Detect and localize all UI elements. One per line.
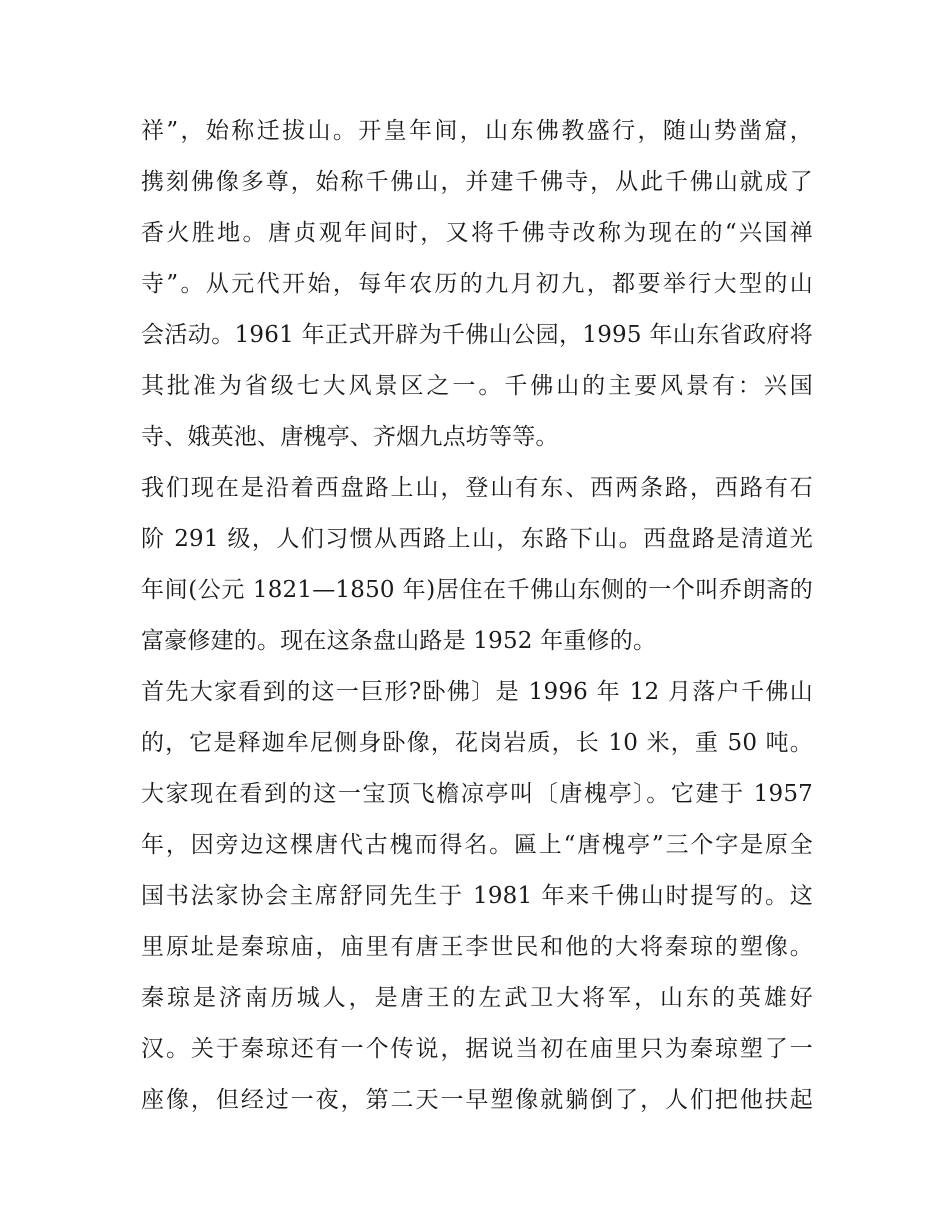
text-line: 座像，但经过一夜，第二天一早塑像就躺倒了，人们把他扶起 bbox=[141, 1087, 813, 1113]
text-line: 年间(公元 1821—1850 年)居住在千佛山东侧的一个叫乔朗斋的 bbox=[141, 577, 813, 603]
text-line: 携刻佛像多尊，始称千佛山，并建千佛寺，从此千佛山就成了 bbox=[141, 169, 813, 195]
text-line: 祥”，始称迁拔山。开皇年间，山东佛教盛行，随山势凿窟， bbox=[141, 118, 813, 144]
paragraph-2 bbox=[141, 463, 813, 667]
text-line: 其批准为省级七大风景区之一。千佛山的主要风景有：兴国 bbox=[141, 373, 813, 399]
text-line: 阶 291 级，人们习惯从西路上山，东路下山。西盘路是清道光 bbox=[141, 526, 813, 552]
text-line: 国书法家协会主席舒同先生于 1981 年来千佛山时提写的。这 bbox=[141, 883, 813, 909]
text-line: 里原址是秦琼庙，庙里有唐王李世民和他的大将秦琼的塑像。 bbox=[141, 934, 813, 960]
paragraph-3 bbox=[141, 667, 813, 1126]
body-text bbox=[141, 106, 813, 1126]
text-line: 大家现在看到的这一宝顶飞檐凉亭叫〔唐槐亭〕。它建于 1957 bbox=[141, 781, 813, 807]
text-line: 首先大家看到的这一巨形?卧佛〕是 1996 年 12 月落户千佛山 bbox=[141, 679, 813, 705]
text-line: 富豪修建的。现在这条盘山路是 1952 年重修的。 bbox=[141, 628, 657, 654]
text-line: 的，它是释迦牟尼侧身卧像，花岗岩质，长 10 米，重 50 吨。 bbox=[141, 730, 813, 756]
paragraph-1 bbox=[141, 106, 813, 463]
text-line: 寺、娥英池、唐槐亭、齐烟九点坊等等。 bbox=[141, 424, 559, 450]
text-line: 会活动。1961 年正式开辟为千佛山公园，1995 年山东省政府将 bbox=[141, 322, 813, 348]
text-line: 香火胜地。唐贞观年间时，又将千佛寺改称为现在的“兴国禅 bbox=[141, 220, 813, 246]
text-line: 汉。关于秦琼还有一个传说，据说当初在庙里只为秦琼塑了一 bbox=[141, 1036, 813, 1062]
text-line: 我们现在是沿着西盘路上山，登山有东、西两条路，西路有石 bbox=[141, 475, 813, 501]
text-line: 年，因旁边这棵唐代古槐而得名。匾上“唐槐亭”三个字是原全 bbox=[141, 832, 813, 858]
text-line: 寺”。从元代开始，每年农历的九月初九，都要举行大型的山 bbox=[141, 271, 813, 297]
text-line: 秦琼是济南历城人，是唐王的左武卫大将军，山东的英雄好 bbox=[141, 985, 813, 1011]
